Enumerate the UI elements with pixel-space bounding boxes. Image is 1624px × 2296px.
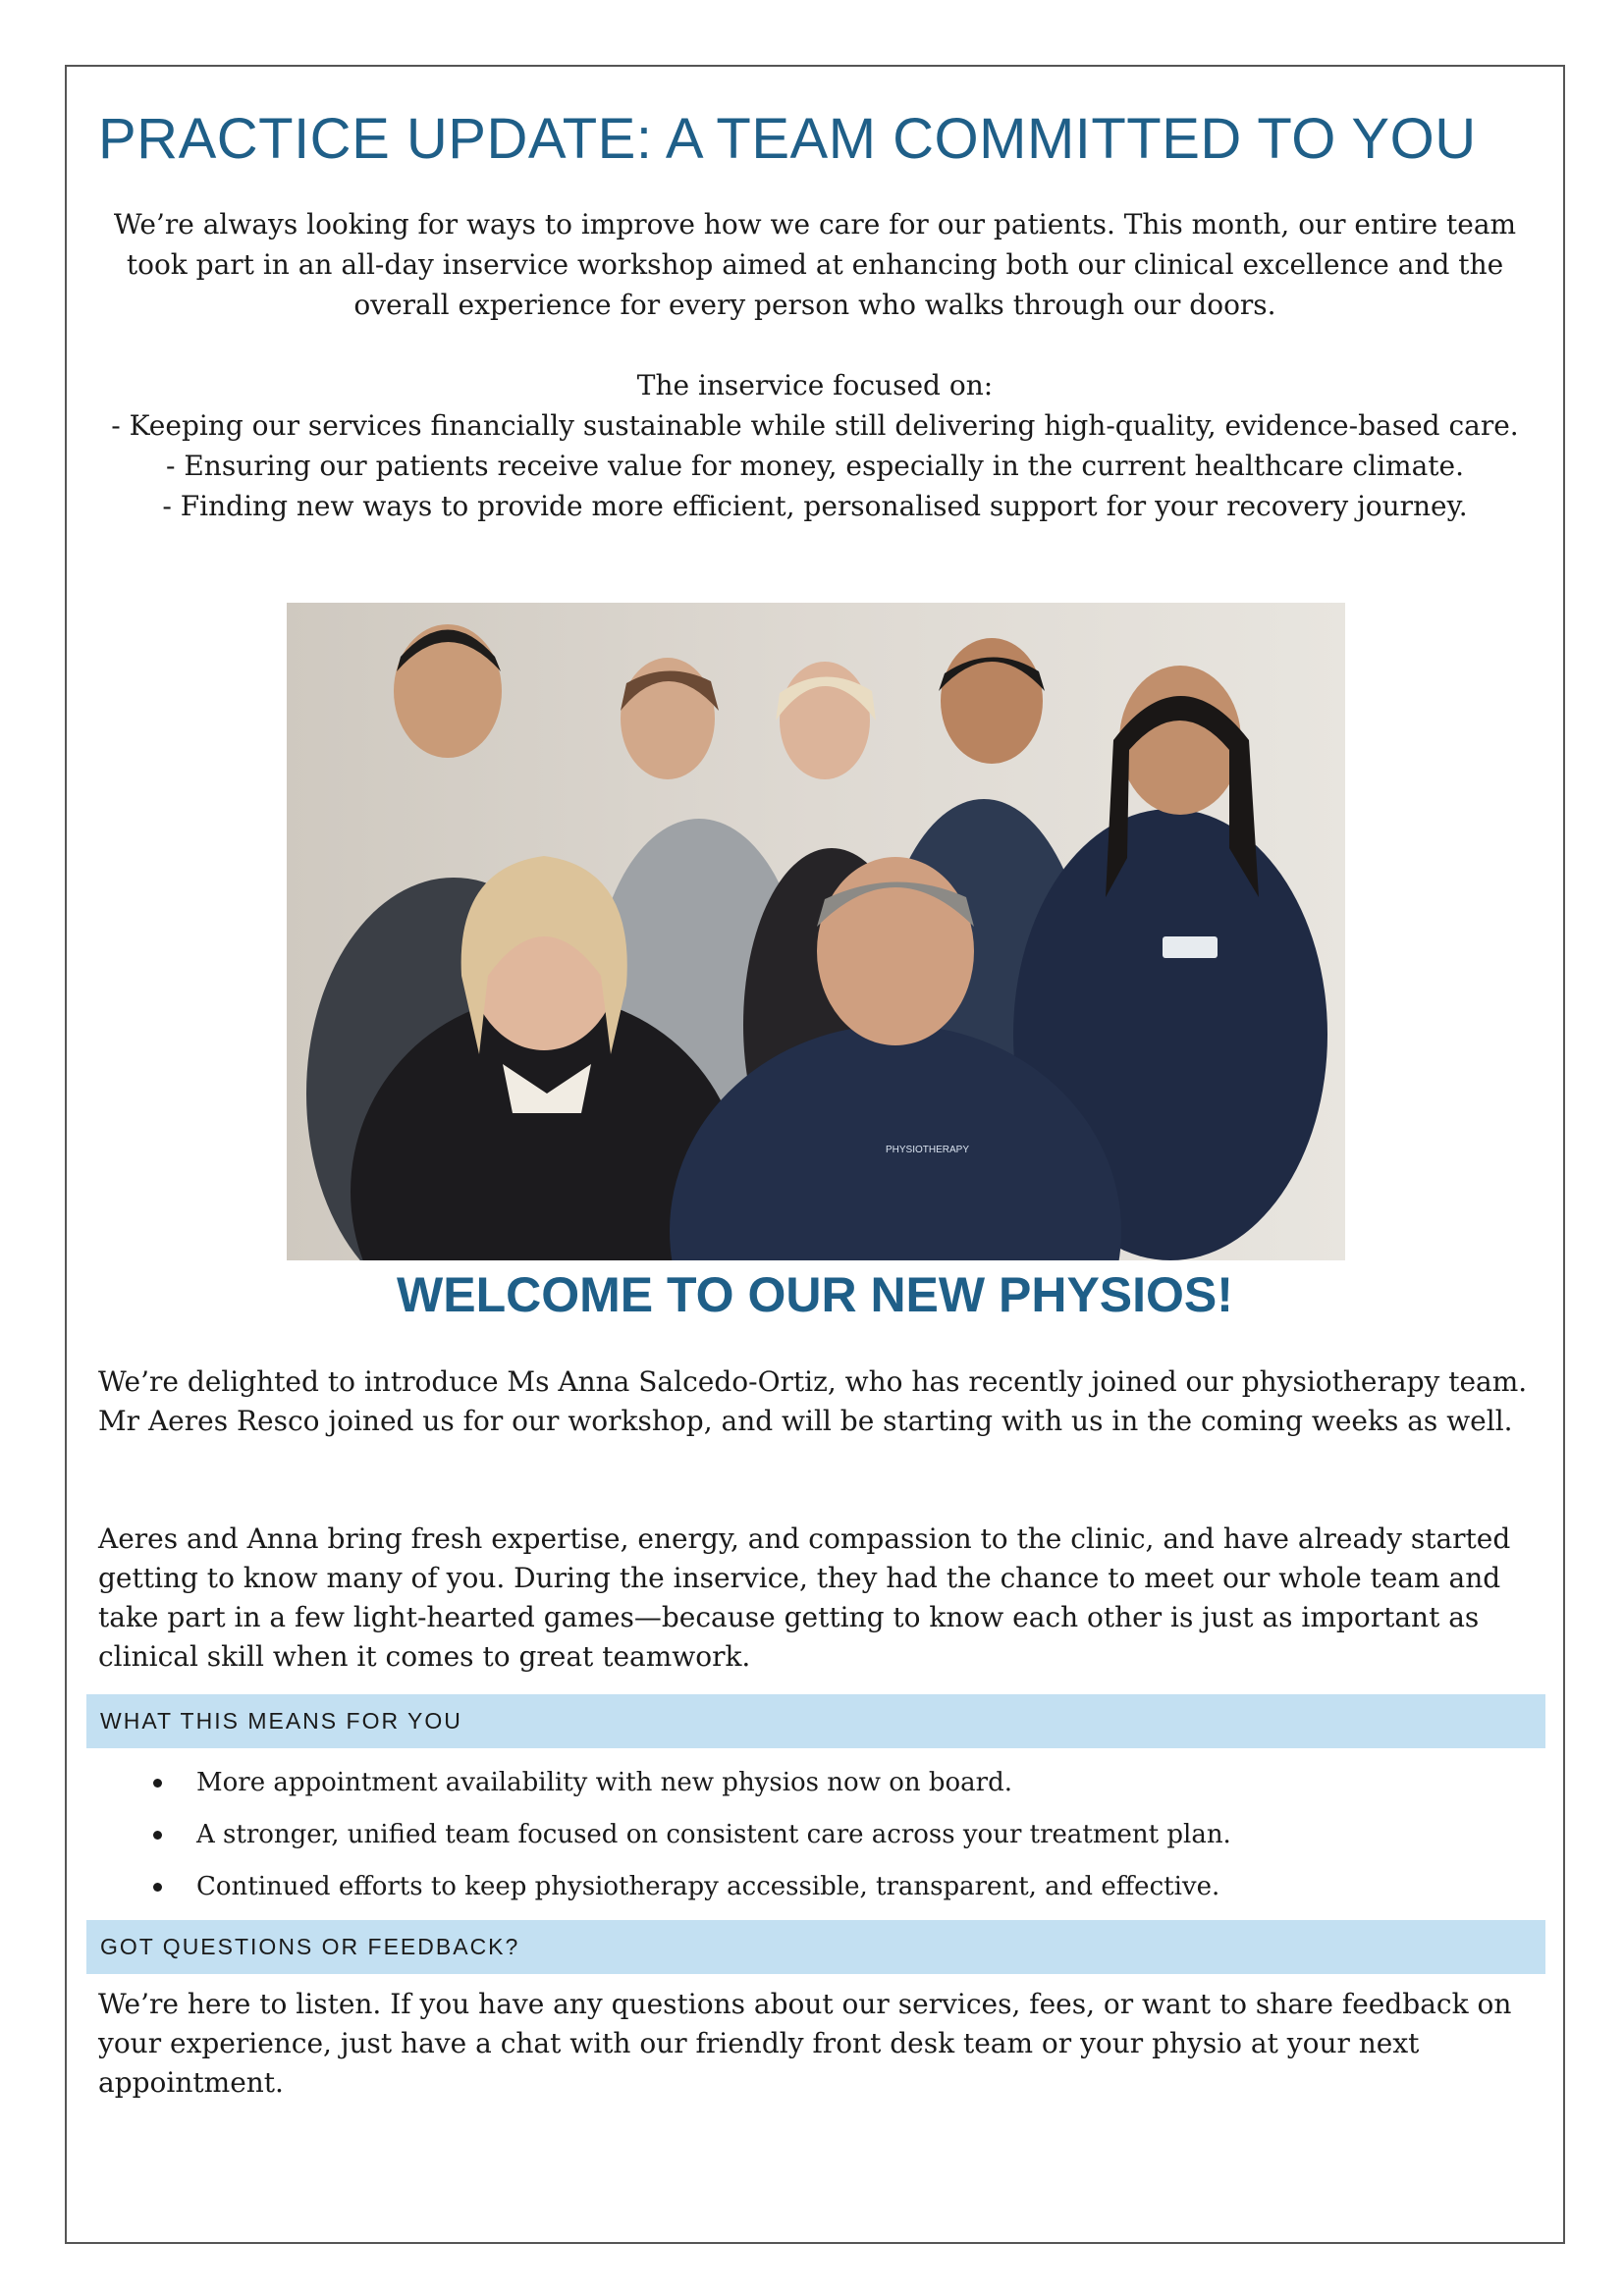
focus-item: - Finding new ways to provide more efficient, personalised support for your recovery journey. — [162, 490, 1468, 522]
welcome-heading: WELCOME TO OUR NEW PHYSIOS! — [397, 1267, 1233, 1322]
welcome-paragraph: We’re delighted to introduce Ms Anna Salcedo-Ortiz, who has recently joined our physiotherapy team. Mr Aeres Resco joined us for our workshop, and will be starting with us in the coming weeks as well. — [98, 1365, 1528, 1437]
questions-paragraph: We’re here to listen. If you have any questions about our services, fees, or want to share feedback on your experience, just have a chat with our friendly front desk team or your physio at your next appointment. — [98, 1988, 1512, 2099]
team-photo — [287, 603, 1345, 1260]
means-list — [147, 1763, 1522, 1919]
intro-paragraph: We’re always looking for ways to improve how we care for our patients. This month, our entire team took part in an all-day inservice workshop aimed at enhancing both our clinical excellence and the overall experience for every person who walks through our doors. — [113, 208, 1517, 321]
section-heading-means: WHAT THIS MEANS FOR YOU — [86, 1694, 1545, 1748]
team-photo-illustration — [287, 603, 1345, 1260]
list-item — [147, 1763, 1522, 1815]
bullet-icon — [153, 1779, 162, 1788]
shirt-logo-text: PHYSIOTHERAPY — [886, 1145, 970, 1155]
focus-heading: The inservice focused on: — [636, 369, 994, 401]
intro-section — [98, 204, 1532, 526]
page-title: PRACTICE UPDATE: A TEAM COMMITTED TO YOU — [98, 107, 1477, 171]
list-item-text: A stronger, unified team focused on consistent care across your treatment plan. — [196, 1820, 1231, 1849]
bullet-icon — [153, 1883, 162, 1892]
list-item — [147, 1815, 1522, 1867]
list-item-text: More appointment availability with new physios now on board. — [196, 1768, 1013, 1797]
welcome-paragraph: Aeres and Anna bring fresh expertise, energy, and compassion to the clinic, and have already started getting to know many of you. During the inservice, they had the chance to meet our whole team and take part in a few light-hearted games—because getting to know each other is just as important as clinical skill when it comes to great teamwork. — [98, 1522, 1511, 1673]
list-item — [147, 1867, 1522, 1919]
section-heading-questions: GOT QUESTIONS OR FEEDBACK? — [86, 1920, 1545, 1974]
bullet-icon — [153, 1831, 162, 1840]
focus-item: - Ensuring our patients receive value for money, especially in the current healthcare climate. — [165, 450, 1464, 482]
focus-item: - Keeping our services financially sustainable while still delivering high-quality, evidence-based care. — [111, 409, 1519, 442]
list-item-text: Continued efforts to keep physiotherapy accessible, transparent, and effective. — [196, 1872, 1220, 1901]
